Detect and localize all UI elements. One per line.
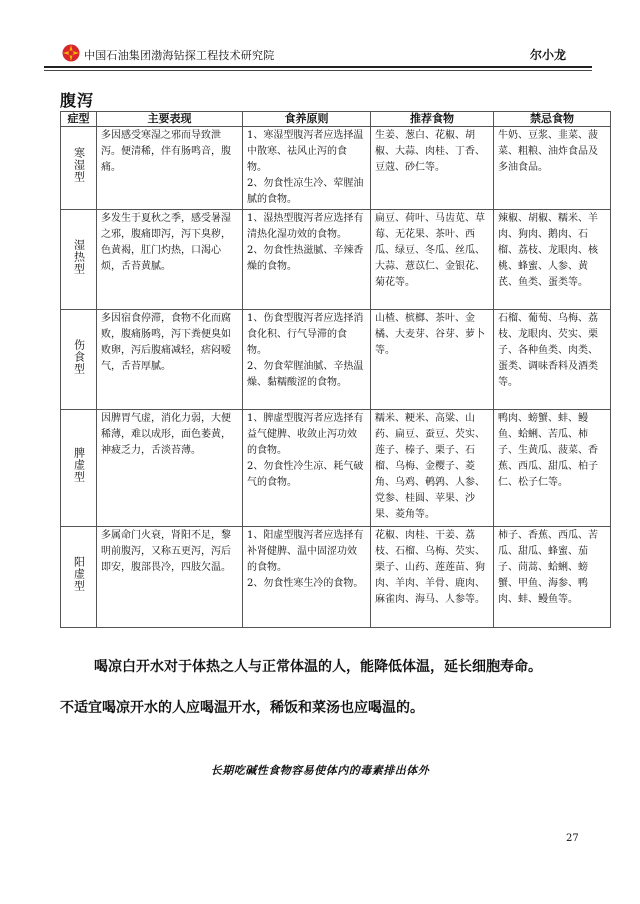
principle-item: 2、勿食荤腥油腻、辛热温燥、黏糯酸涩的食物。: [247, 361, 364, 388]
syndrome-type: 寒湿型: [72, 147, 86, 183]
recommended-foods-cell: 扁豆、荷叶、马齿苋、草莓、无花果、茶叶、西瓜、绿豆、冬瓜、丝瓜、大蒜、薏苡仁、金银花、菊花等。: [371, 210, 494, 310]
author-name: 尔小龙: [529, 48, 566, 62]
table-row: [61, 310, 611, 410]
caption-text: 长期吃碱性食物容易使体内的毒素排出体外: [210, 764, 430, 777]
symptoms-cell: 多因感受寒湿之邪而导致泄泻。便清稀，伴有肠鸣音，腹痛。: [97, 127, 243, 210]
syndrome-type: 脾虚型: [72, 447, 86, 483]
principle-item: 1、阳虚型腹泻者应选择有补肾健脾、温中固涩功效的食物。: [247, 530, 364, 573]
forbidden-foods-cell: 辣椒、胡椒、糯米、羊肉、狗肉、鹅肉、石榴、荔枝、龙眼肉、核桃、蜂蜜、人参、黄芪、鱼类、蛋类等。: [494, 210, 611, 310]
principle-item: 2、勿食性凉生冷、荤腥油腻的食物。: [247, 178, 364, 205]
table-row: [61, 127, 611, 210]
table-row: [61, 210, 611, 310]
recommended-foods-cell: 糯米、粳米、高粱、山药、扁豆、蚕豆、芡实、莲子、榛子、栗子、石榴、乌梅、金樱子、菱角、乌鸡、鹌鹑、人参、党参、桂圆、苹果、沙果、菱角等。: [371, 410, 494, 527]
principle-item: 1、伤食型腹泻者应选择消食化积、行气导滞的食物。: [247, 313, 364, 356]
section-title: 腹泻: [60, 91, 95, 110]
syndrome-type-cell: [61, 310, 97, 410]
table-row: [61, 410, 611, 527]
principle-item: 2、勿食性冷生凉、耗气破气的食物。: [247, 461, 364, 488]
body-paragraph: 不适宜喝凉开水的人应喝温开水，稀饭和菜汤也应喝温的。: [60, 700, 424, 716]
principles-cell: [243, 310, 371, 410]
syndrome-type: 伤食型: [72, 338, 86, 375]
principles-cell: [243, 527, 371, 628]
symptoms-cell: 多属命门火衰，肾阳不足，黎明前腹泻，又称五更泻，泻后即安，腹部畏冷，四肢欠温。: [97, 527, 243, 628]
principle-item: 2、勿食性寒生冷的食物。: [247, 578, 364, 589]
column-header: 推荐食物: [371, 112, 494, 127]
header-rule-thin: [44, 70, 592, 71]
petrochina-logo-icon: [62, 44, 80, 62]
syndrome-type-cell: [61, 527, 97, 628]
principle-item: 1、脾虚型腹泻者应选择有益气健脾、收敛止泻功效的食物。: [247, 413, 364, 456]
symptoms-cell: 多发生于夏秋之季，感受暑湿之邪，腹痛即泻，泻下臭秽，色黄褐，肛门灼热，口渴心烦，舌苔黄腻。: [97, 210, 243, 310]
recommended-foods-cell: 山楂、槟榔、茶叶、金橘、大麦芽、谷芽、萝卜等。: [371, 310, 494, 410]
column-header: 主要表现: [97, 112, 243, 127]
column-header: 禁忌食物: [494, 112, 611, 127]
forbidden-foods-cell: 石榴、葡萄、乌梅、荔枝、龙眼肉、芡实、栗子、各种鱼类、肉类、蛋类、调味香料及酒类等。: [494, 310, 611, 410]
symptoms-cell: 多因宿食停滞，食物不化而腐败，腹痛肠鸣，泻下粪便臭如败卵，泻后腹痛减轻，痞闷嗳气，舌苔厚腻。: [97, 310, 243, 410]
forbidden-foods-cell: 鸭肉、螃蟹、蚌、鳗鱼、蛤蜊、苦瓜、柿子、生黄瓜、菠菜、香蕉、西瓜、甜瓜、柏子仁、松子仁等。: [494, 410, 611, 527]
forbidden-foods-cell: 柿子、香蕉、西瓜、苦瓜、甜瓜、蜂蜜、茄子、茼蒿、蛤蜊、螃蟹、甲鱼、海参、鸭肉、蚌、鳗鱼等。: [494, 527, 611, 628]
principle-item: 1、湿热型腹泻者应选择有清热化湿功效的食物。: [247, 213, 364, 240]
principles-cell: [243, 410, 371, 527]
column-header: 症型: [61, 112, 97, 127]
symptoms-cell: 因脾胃气虚，消化力弱，大便稀薄，难以成形，面色萎黄，神疲乏力，舌淡苔薄。: [97, 410, 243, 527]
table-header-row: [61, 112, 611, 127]
diarrhea-diet-table: [60, 111, 611, 628]
principle-item: 2、勿食性热滋腻、辛辣香燥的食物。: [247, 245, 364, 272]
column-header: 食养原则: [243, 112, 371, 127]
forbidden-foods-cell: 牛奶、豆浆、韭菜、菠菜、粗粮、油炸食品及多油食品。: [494, 127, 611, 210]
principles-cell: [243, 127, 371, 210]
page-number: 27: [566, 833, 579, 844]
syndrome-type-cell: [61, 127, 97, 210]
page-header: [44, 44, 592, 66]
recommended-foods-cell: 生姜、葱白、花椒、胡椒、大蒜、肉桂、丁香、豆蔻、砂仁等。: [371, 127, 494, 210]
syndrome-type-cell: [61, 410, 97, 527]
organization-name: 中国石油集团渤海钻探工程技术研究院: [84, 49, 275, 62]
principle-item: 1、寒湿型腹泻者应选择温中散寒、祛风止泻的食物。: [247, 130, 364, 173]
header-rule-thick: [44, 66, 592, 68]
syndrome-type-cell: [61, 210, 97, 310]
syndrome-type: 湿热型: [72, 238, 86, 275]
syndrome-type: 阳虚型: [72, 556, 86, 592]
table-row: [61, 527, 611, 628]
body-paragraph: 喝凉白开水对于体热之人与正常体温的人，能降低体温，延长细胞寿命。: [94, 659, 542, 675]
principles-cell: [243, 210, 371, 310]
recommended-foods-cell: 花椒、肉桂、干姜、荔枝、石榴、乌梅、芡实、栗子、山药、莲莲苗、狗肉、羊肉、羊骨、鹿肉、麻雀肉、海马、人参等。: [371, 527, 494, 628]
